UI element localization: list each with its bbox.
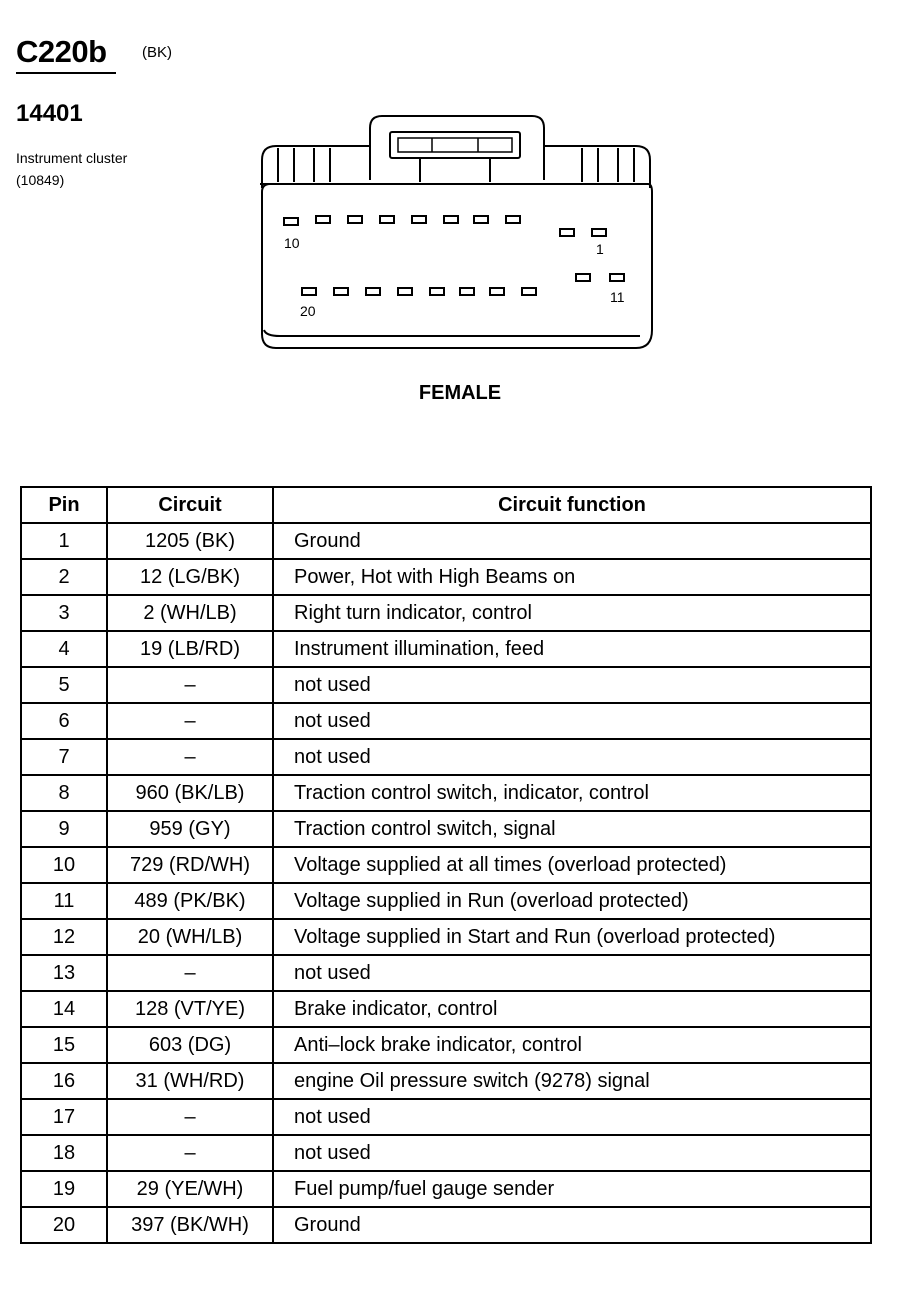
function-cell: Power, Hot with High Beams on <box>273 559 871 595</box>
pin-cell: 10 <box>21 847 107 883</box>
function-cell: not used <box>273 667 871 703</box>
pin-cell: 16 <box>21 1063 107 1099</box>
latch-window <box>390 132 520 158</box>
function-cell: not used <box>273 739 871 775</box>
pin-cell: 12 <box>21 919 107 955</box>
function-cell: not used <box>273 703 871 739</box>
function-cell: Voltage supplied in Run (overload protected) <box>273 883 871 919</box>
pin-cell: 1 <box>21 523 107 559</box>
table-row <box>21 1027 871 1063</box>
pin-cell: 14 <box>21 991 107 1027</box>
circuit-cell: 20 (WH/LB) <box>107 919 273 955</box>
table-row <box>21 1135 871 1171</box>
table-header-row <box>21 487 871 523</box>
circuit-cell: – <box>107 739 273 775</box>
pin-cell: 13 <box>21 955 107 991</box>
table-row <box>21 955 871 991</box>
pin-cell: 2 <box>21 559 107 595</box>
connector-face-diagram <box>250 108 660 358</box>
pin-cell: 19 <box>21 1171 107 1207</box>
pin-cell: 15 <box>21 1027 107 1063</box>
component-name: Instrument cluster <box>16 150 128 166</box>
function-cell: Instrument illumination, feed <box>273 631 871 667</box>
pin-cell: 20 <box>21 1207 107 1243</box>
table-row <box>21 703 871 739</box>
circuit-cell: 729 (RD/WH) <box>107 847 273 883</box>
pin-cell: 4 <box>21 631 107 667</box>
component-code: (10849) <box>16 172 65 188</box>
function-cell: not used <box>273 1135 871 1171</box>
table-row <box>21 991 871 1027</box>
table-row <box>21 1171 871 1207</box>
pin-cell: 7 <box>21 739 107 775</box>
function-cell: not used <box>273 1099 871 1135</box>
circuit-cell: 19 (LB/RD) <box>107 631 273 667</box>
circuit-cell: 2 (WH/LB) <box>107 595 273 631</box>
pin-cell: 3 <box>21 595 107 631</box>
function-cell: Brake indicator, control <box>273 991 871 1027</box>
pin-cell: 18 <box>21 1135 107 1171</box>
circuit-cell: – <box>107 955 273 991</box>
table-row <box>21 1063 871 1099</box>
circuit-cell: 603 (DG) <box>107 1027 273 1063</box>
part-number: 14401 <box>16 100 83 127</box>
table-row <box>21 919 871 955</box>
pin-label-1: 1 <box>596 241 604 257</box>
function-cell: Voltage supplied in Start and Run (overload protected) <box>273 919 871 955</box>
table-row <box>21 1099 871 1135</box>
circuit-cell: 31 (WH/RD) <box>107 1063 273 1099</box>
table-row <box>21 883 871 919</box>
table-row <box>21 811 871 847</box>
circuit-cell: 1205 (BK) <box>107 523 273 559</box>
table-row <box>21 559 871 595</box>
circuit-cell: 960 (BK/LB) <box>107 775 273 811</box>
connector-color: (BK) <box>142 44 172 61</box>
header-pin: Pin <box>21 487 107 523</box>
function-cell: Traction control switch, indicator, control <box>273 775 871 811</box>
function-cell: Ground <box>273 523 871 559</box>
header-circuit-function: Circuit function <box>273 487 871 523</box>
function-cell: engine Oil pressure switch (9278) signal <box>273 1063 871 1099</box>
function-cell: Traction control switch, signal <box>273 811 871 847</box>
pinout-table <box>20 486 872 1244</box>
connector-body <box>260 184 652 348</box>
pin-label-20: 20 <box>300 303 316 319</box>
header-circuit: Circuit <box>107 487 273 523</box>
function-cell: Ground <box>273 1207 871 1243</box>
table-row <box>21 667 871 703</box>
circuit-cell: 29 (YE/WH) <box>107 1171 273 1207</box>
circuit-cell: 12 (LG/BK) <box>107 559 273 595</box>
connector-latch <box>370 116 544 180</box>
pinout-table-body <box>21 523 871 1243</box>
pin-cell: 11 <box>21 883 107 919</box>
pin-cell: 8 <box>21 775 107 811</box>
circuit-cell: 397 (BK/WH) <box>107 1207 273 1243</box>
table-row <box>21 739 871 775</box>
connector-id: C220b <box>16 34 107 69</box>
circuit-cell: – <box>107 703 273 739</box>
table-row <box>21 631 871 667</box>
circuit-cell: – <box>107 1099 273 1135</box>
pin-cell: 9 <box>21 811 107 847</box>
function-cell: Anti–lock brake indicator, control <box>273 1027 871 1063</box>
circuit-cell: 959 (GY) <box>107 811 273 847</box>
pin-cell: 6 <box>21 703 107 739</box>
table-row <box>21 1207 871 1243</box>
pin-cell: 17 <box>21 1099 107 1135</box>
connector-face-label: FEMALE <box>418 382 502 404</box>
pin-label-11: 11 <box>610 289 625 305</box>
circuit-cell: 128 (VT/YE) <box>107 991 273 1027</box>
pin-cell: 5 <box>21 667 107 703</box>
table-row <box>21 523 871 559</box>
function-cell: not used <box>273 955 871 991</box>
table-row <box>21 595 871 631</box>
connector-id-underline <box>16 72 116 74</box>
function-cell: Fuel pump/fuel gauge sender <box>273 1171 871 1207</box>
table-row <box>21 847 871 883</box>
circuit-cell: 489 (PK/BK) <box>107 883 273 919</box>
pin-label-10: 10 <box>284 235 300 251</box>
circuit-cell: – <box>107 667 273 703</box>
circuit-cell: – <box>107 1135 273 1171</box>
function-cell: Voltage supplied at all times (overload protected) <box>273 847 871 883</box>
table-row <box>21 775 871 811</box>
function-cell: Right turn indicator, control <box>273 595 871 631</box>
